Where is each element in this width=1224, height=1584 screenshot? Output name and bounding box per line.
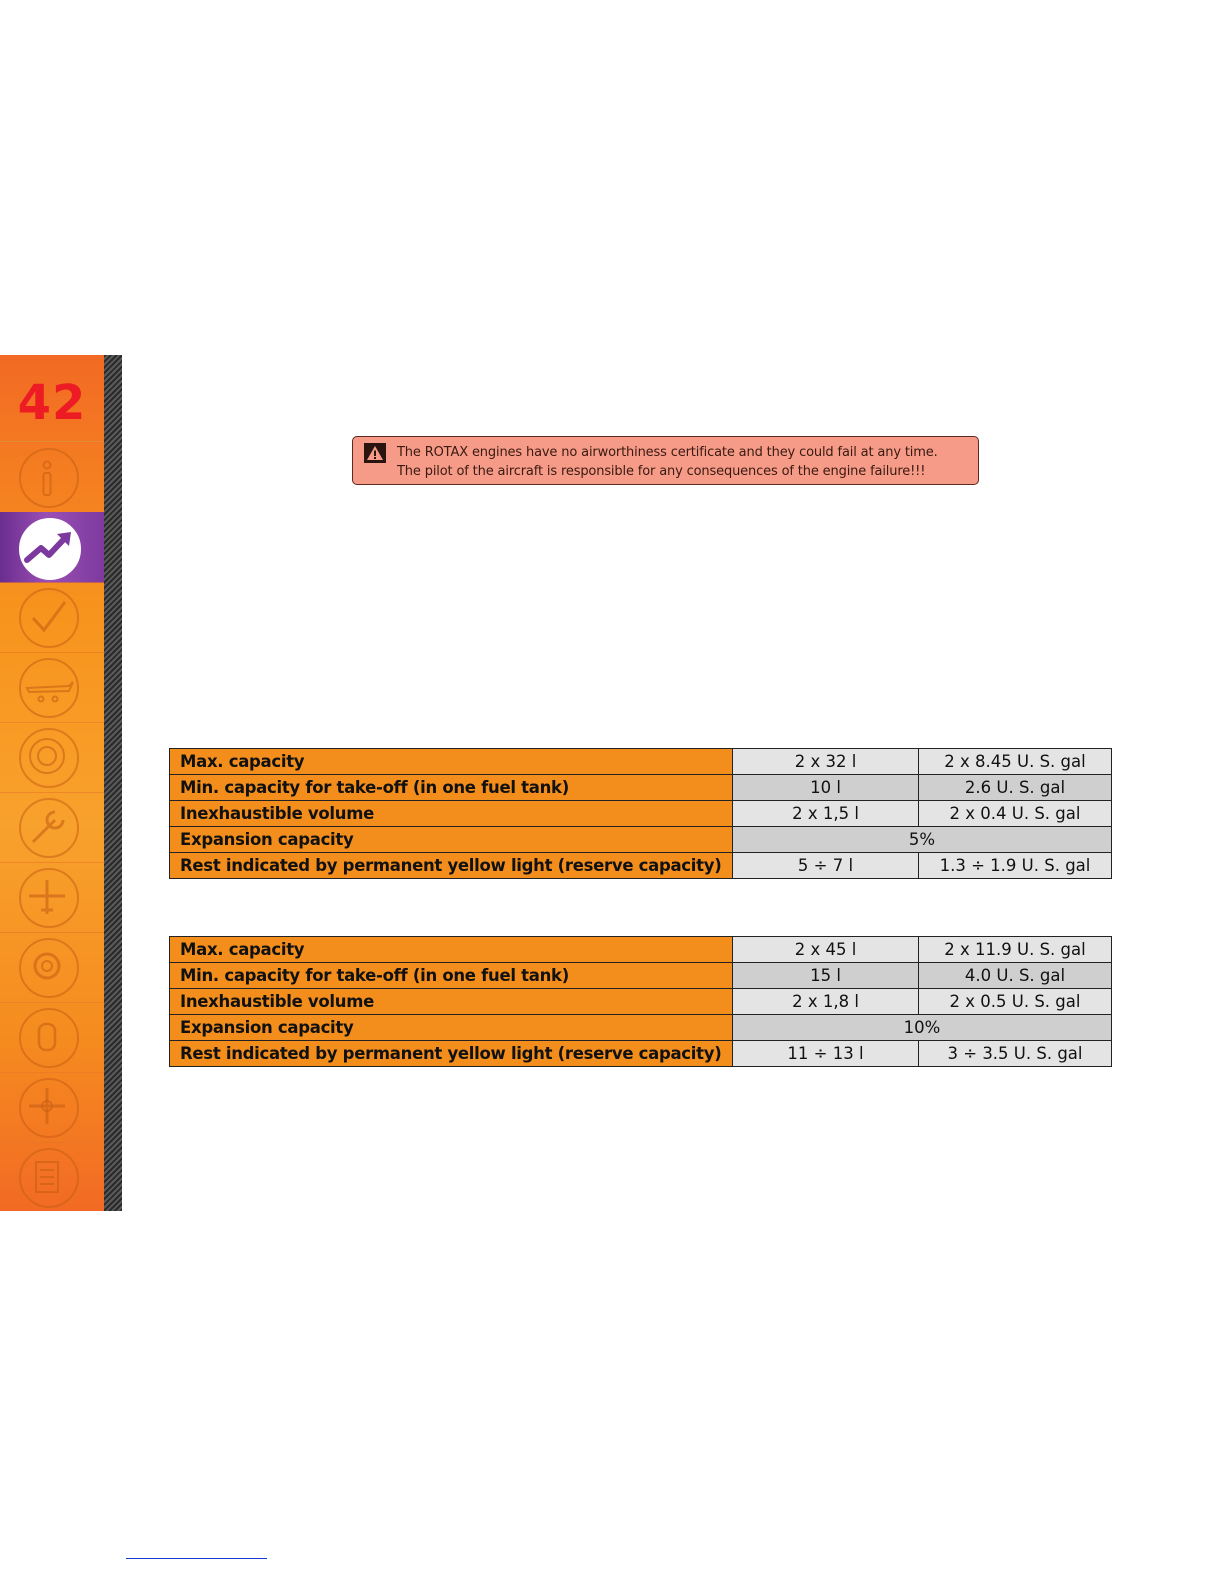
metric-value: 11 ÷ 13 l: [733, 1041, 919, 1067]
metric-value: 15 l: [733, 963, 919, 989]
warning-line-1: The ROTAX engines have no airworthiness certificate and they could fail at any time.: [397, 445, 938, 460]
sidebar-item-maintenance[interactable]: [0, 792, 104, 863]
row-label: Expansion capacity: [170, 827, 733, 853]
metric-value: 2 x 1,8 l: [733, 989, 919, 1015]
us-value: 2 x 0.4 U. S. gal: [919, 801, 1112, 827]
row-label: Inexhaustible volume: [170, 801, 733, 827]
sidebar-item-performance[interactable]: [0, 512, 104, 583]
row-label: Min. capacity for take-off (in one fuel tank): [170, 775, 733, 801]
sidebar-edge: [104, 355, 122, 1211]
metric-value: 2 x 32 l: [733, 749, 919, 775]
table-row: [170, 853, 1112, 879]
row-label: Rest indicated by permanent yellow light (reserve capacity): [170, 1041, 733, 1067]
us-value: 1.3 ÷ 1.9 U. S. gal: [919, 853, 1112, 879]
fuel-capacity-table-2: [169, 936, 1112, 1067]
metric-value: 2 x 1,5 l: [733, 801, 919, 827]
us-value: 2 x 11.9 U. S. gal: [919, 937, 1112, 963]
metric-value: 5 ÷ 7 l: [733, 853, 919, 879]
sidebar-item-emergency[interactable]: [0, 722, 104, 793]
table-row: [170, 963, 1112, 989]
warning-icon: [364, 443, 386, 463]
table-row: [170, 1015, 1112, 1041]
row-label: Max. capacity: [170, 749, 733, 775]
warning-line-2: The pilot of the aircraft is responsible for any consequences of the engine failure!!!: [397, 464, 926, 479]
us-value: 4.0 U. S. gal: [919, 963, 1112, 989]
footer-rule: [126, 1558, 267, 1559]
table-row: [170, 801, 1112, 827]
merged-value: 10%: [733, 1015, 1112, 1041]
us-value: 2 x 0.5 U. S. gal: [919, 989, 1112, 1015]
metric-value: 2 x 45 l: [733, 937, 919, 963]
section-sidebar: [0, 355, 122, 1211]
sidebar-item-propeller[interactable]: [0, 1072, 104, 1143]
us-value: 2.6 U. S. gal: [919, 775, 1112, 801]
table-row: [170, 1041, 1112, 1067]
sidebar-item-fuel[interactable]: [0, 1002, 104, 1073]
row-label: Rest indicated by permanent yellow light (reserve capacity): [170, 853, 733, 879]
table-row: [170, 775, 1112, 801]
row-label: Expansion capacity: [170, 1015, 733, 1041]
sidebar-item-aircraft[interactable]: [0, 652, 104, 723]
warning-text: [397, 443, 970, 481]
row-label: Min. capacity for take-off (in one fuel tank): [170, 963, 733, 989]
metric-value: 10 l: [733, 775, 919, 801]
sidebar-item-aircraft-top[interactable]: [0, 862, 104, 933]
table-row: [170, 827, 1112, 853]
warning-box: [352, 436, 979, 485]
us-value: 2 x 8.45 U. S. gal: [919, 749, 1112, 775]
sidebar-item-info[interactable]: [0, 442, 104, 513]
sidebar-item-checklist-ok[interactable]: [0, 582, 104, 653]
us-value: 3 ÷ 3.5 U. S. gal: [919, 1041, 1112, 1067]
merged-value: 5%: [733, 827, 1112, 853]
sidebar-item-wheels[interactable]: [0, 932, 104, 1003]
table-row: [170, 989, 1112, 1015]
page-number: 42: [0, 355, 104, 442]
sidebar-item-checklist[interactable]: [0, 1142, 104, 1212]
row-label: Inexhaustible volume: [170, 989, 733, 1015]
table-row: [170, 749, 1112, 775]
table-row: [170, 937, 1112, 963]
fuel-capacity-table-1: [169, 748, 1112, 879]
row-label: Max. capacity: [170, 937, 733, 963]
